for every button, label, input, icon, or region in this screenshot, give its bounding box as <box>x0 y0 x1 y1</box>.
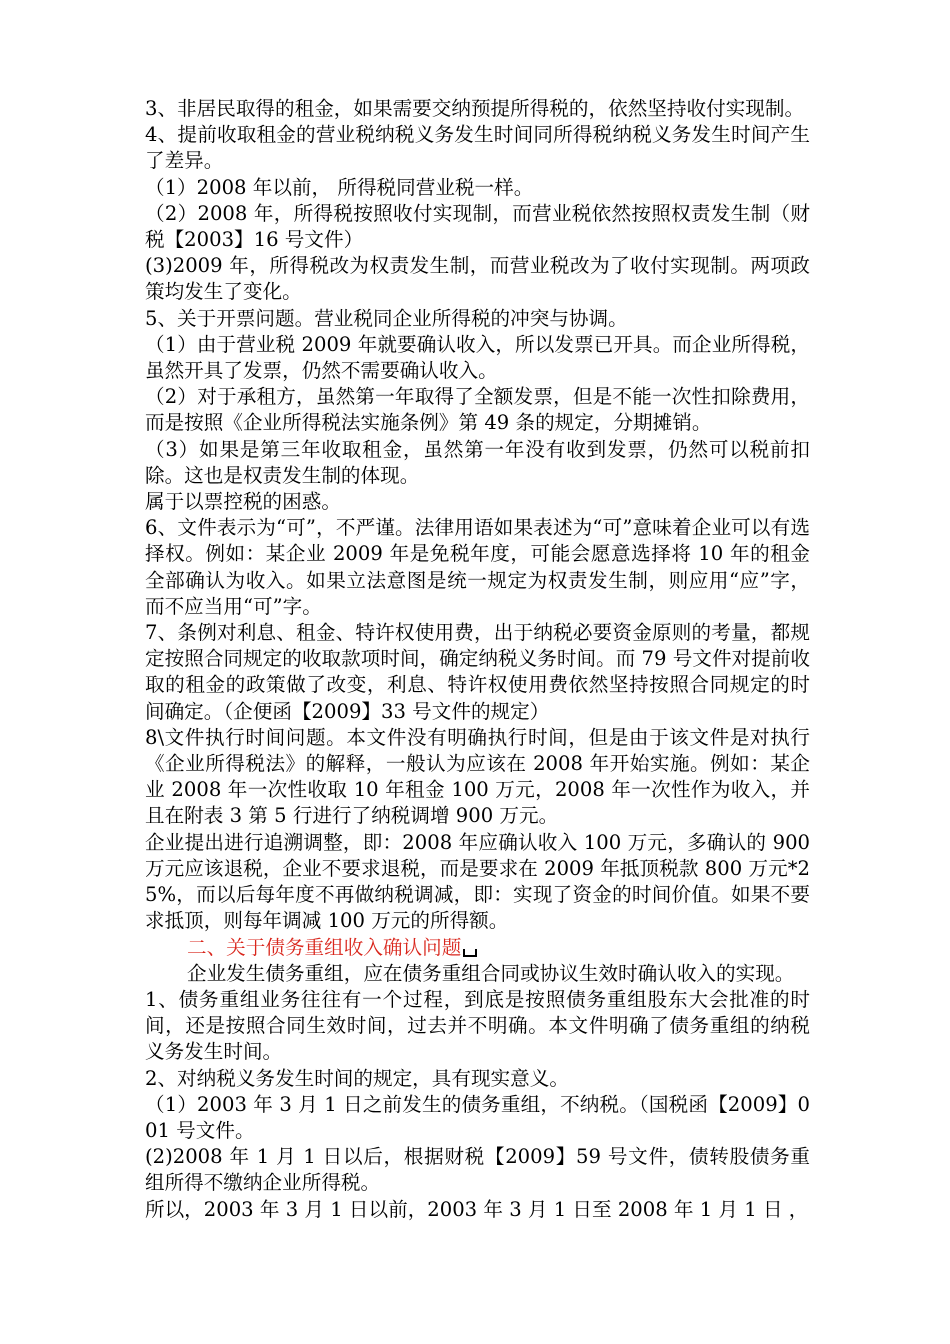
paragraph-sub-3: (3)2009 年，所得税改为权责发生制，而营业税改为了收付实现制。两项政策均发生了变化。 <box>145 254 810 304</box>
paragraph-item-5-sub-1: （1）由于营业税 2009 年就要确认收入，所以发票已开具。而企业所得税，虽然开具了发票，仍然不需要确认收入。 <box>145 332 810 383</box>
paragraph-item-4: 4、提前收取租金的营业税纳税义务发生时间同所得税纳税义务发生时间产生了差异。 <box>145 123 810 173</box>
paragraph-sub-1: （1）2008 年以前， 所得税同营业税一样。 <box>145 175 534 199</box>
section-heading <box>145 935 810 961</box>
section-heading-text: 二、关于债务重组收入确认问题 <box>187 935 462 959</box>
paragraph-section2-intro: 企业发生债务重组，应在债务重组合同或协议生效时确认收入的实现。 <box>187 961 795 985</box>
return-mark-icon <box>463 949 477 957</box>
paragraph-item-6: 6、文件表示为“可”，不严谨。法律用语如果表述为“可”意味着企业可以有选择权。例如：某企业 2009 年是免税年度，可能会愿意选择将 10 年的租金全部确认为收入。如果立法意图是统一规定为权责发生制，则应用“应”字，而不应当用“可”字。 <box>145 516 810 618</box>
paragraph-sub-2: （2）2008 年，所得税按照收付实现制，而营业税依然按照权责发生制（财税【2003】16 号文件） <box>145 201 810 252</box>
paragraph-section2-conclusion: 所以，2003 年 3 月 1 日以前，2003 年 3 月 1 日至 2008 年 1 月 1 日 ， <box>145 1197 809 1221</box>
paragraph-note: 属于以票控税的困惑。 <box>145 490 341 514</box>
paragraph-section2-sub-2: (2)2008 年 1 月 1 日以后，根据财税【2009】59 号文件，债转股债务重组所得不缴纳企业所得税。 <box>145 1145 810 1195</box>
paragraph-section2-sub-1: （1）2003 年 3 月 1 日之前发生的债务重组，不纳税。（国税函【2009】001 号文件。 <box>145 1092 810 1142</box>
paragraph-section2-item-1: 1、债务重组业务往往有一个过程，到底是按照债务重组股东大会批准的时间，还是按照合同生效时间，过去并不明确。本文件明确了债务重组的纳税义务发生时间。 <box>145 987 810 1064</box>
paragraph-item-5-sub-3: （3）如果是第三年收取租金，虽然第一年没有收到发票，仍然可以税前扣除。这也是权责发生制的体现。 <box>145 437 810 487</box>
paragraph-item-8: 8\文件执行时间问题。本文件没有明确执行时间，但是由于该文件是对执行《企业所得税法》的解释，一般认为应该在 2008 年开始实施。例如：某企业 2008 年一次性收取 10 年租金 100 万元，2008 年一次性作为收入，并且在附表 3 第 5 行进行了纳税调增 900 万元。 <box>145 725 810 828</box>
document-page <box>145 96 810 1223</box>
paragraph-item-7: 7、条例对利息、租金、特许权使用费，出于纳税必要资金原则的考量，都规定按照合同规定的收取款项时间，确定纳税义务时间。而 79 号文件对提前收取的租金的政策做了改变，利息、特许权使用费依然坚持按照合同规定的时间确定。（企便函【2009】33 号文件的规定） <box>145 621 810 723</box>
paragraph-item-3: 3、非居民取得的租金，如果需要交纳预提所得税的，依然坚持收付实现制。 <box>145 97 805 120</box>
paragraph-section2-item-2: 2、对纳税义务发生时间的规定，具有现实意义。 <box>145 1066 569 1090</box>
paragraph-item-5-sub-2: （2）对于承租方，虽然第一年取得了全额发票，但是不能一次性扣除费用，而是按照《企业所得税法实施条例》第 49 条的规定，分期摊销。 <box>145 385 810 435</box>
paragraph-item-5: 5、关于开票问题。营业税同企业所得税的冲突与协调。 <box>145 306 628 330</box>
paragraph-item-8-cont: 企业提出进行追溯调整，即：2008 年应确认收入 100 万元，多确认的 900 万元应该退税，企业不要求退税，而是要求在 2009 年抵顶税款 800 万元*25%，而以后每年度不再做纳税调减，即：实现了资金的时间价值。如果不要求抵顶，则每年调减 100 万元的所得额。 <box>145 830 810 933</box>
